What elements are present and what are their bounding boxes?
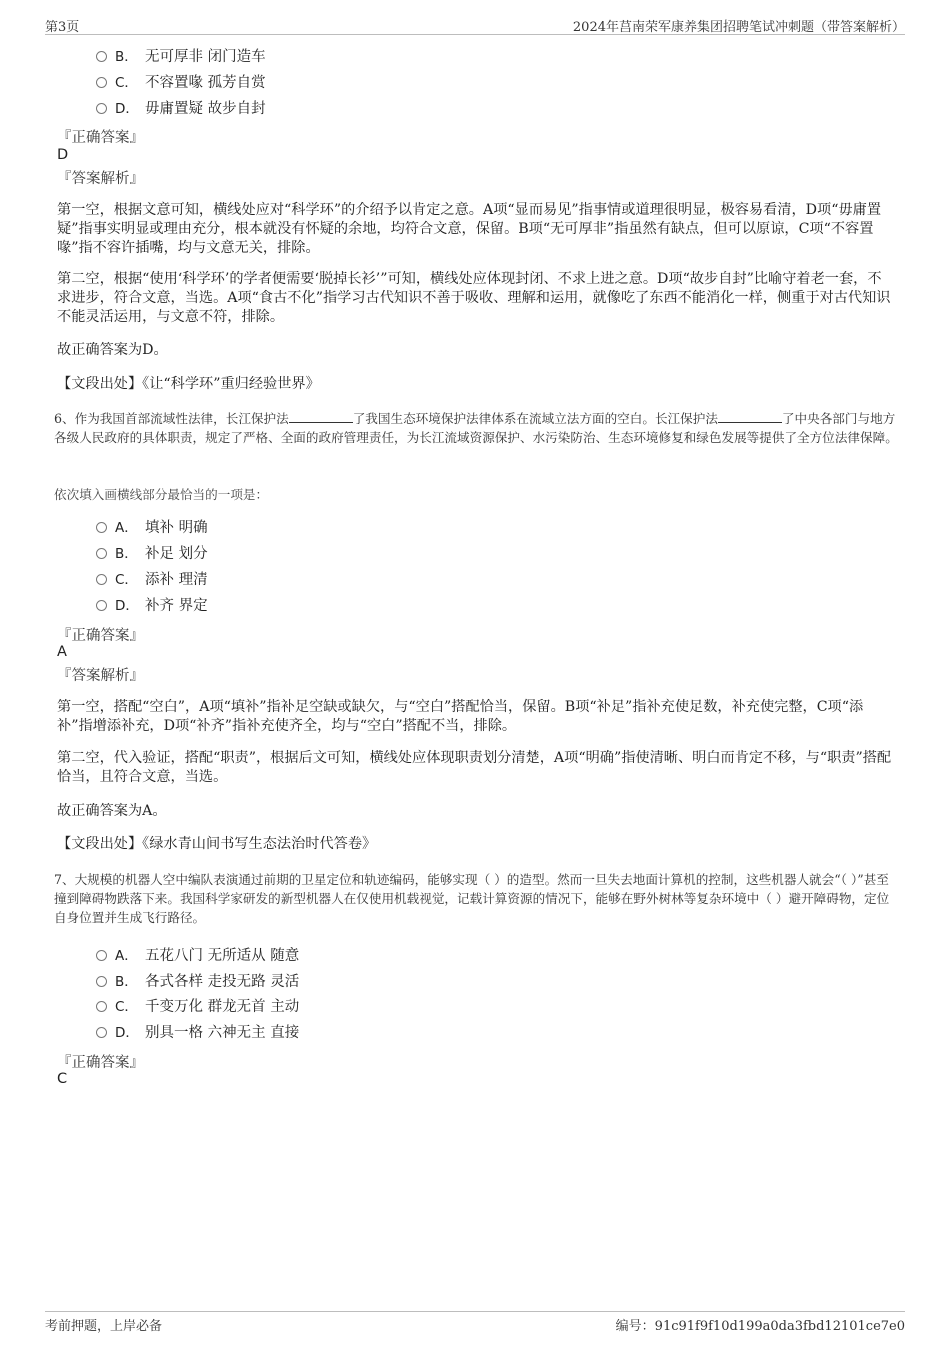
radio-icon[interactable] (96, 1001, 107, 1012)
document-title: 2024年莒南荣军康养集团招聘笔试冲刺题（带答案解析） (572, 20, 905, 35)
q5-analysis-label: 『答案解析』 (57, 171, 144, 187)
q5-analysis-conclusion: 故正确答案为D。 (57, 342, 168, 358)
radio-icon[interactable] (96, 548, 107, 559)
q5-source: 【文段出处】《让“科学环”重归经验世界》 (57, 376, 320, 392)
radio-icon[interactable] (96, 77, 107, 88)
q6-source: 【文段出处】《绿水青山间书写生态法治时代答卷》 (57, 836, 377, 852)
q6-option-a[interactable]: A． 填补 明确 (96, 518, 208, 538)
q6-option-d[interactable]: D． 补齐 界定 (96, 596, 208, 616)
q7-question-text: 7、大规模的机器人空中编队表演通过前期的卫星定位和轨迹编码，能够实现（ ）的造型。然而一旦失去地面计算机的控制，这些机器人就会“（ ）”甚至撞到障碍物跌落下来。我国科学家研发的新型机器人在仅使用机载视觉，记载计算资源的情况下，能够在野外树林等复杂环境中（ ）避开障碍物，定位自身位置并生成飞行路径。 (54, 872, 890, 925)
document-id: 编号：91c91f9f10d199a0da3fbd12101ce7e0 (615, 1319, 905, 1334)
q6-analysis-conclusion: 故正确答案为A。 (57, 803, 167, 819)
page-header (45, 14, 905, 35)
q5-analysis-paragraph-1: 第一空，根据文意可知，横线处应对“科学环”的介绍予以肯定之意。A项“显而易见”指事情或道理很明显，极容易看清，D项“毋庸置疑”指事实明显或理由充分，根本就没有怀疑的余地，均符合文意，保留。B项“无可厚非”指虽然有缺点，但可以原谅，C项“不容置喙”指不容许插嘴，均与文意无关，排除。 (57, 202, 882, 256)
q5-option-d[interactable]: D． 毋庸置疑 故步自封 (96, 99, 266, 119)
q5-option-b[interactable]: B． 无可厚非 闭门造车 (96, 47, 266, 67)
q6-option-b[interactable]: B． 补足 划分 (96, 544, 208, 564)
q7-option-b[interactable]: B． 各式各样 走投无路 灵活 (96, 972, 299, 992)
q6-answer-label: 『正确答案』 (57, 628, 144, 644)
q7-option-c[interactable]: C． 千变万化 群龙无首 主动 (96, 997, 299, 1017)
q6-instruction: 依次填入画横线部分最恰当的一项是： (54, 487, 269, 502)
q6-question-text: 6、作为我国首部流域性法律，长江保护法 了我国生态环境保护法律体系在流域立法方面的空白。长江保护法 了中央各部门与地方各级人民政府的具体职责，规定了严格、全面的政府管理责任，为长江流域资源保护、水污染防治、生态环境修复和绿色发展等提供了全方位法律保障。 (54, 411, 898, 445)
radio-icon[interactable] (96, 976, 107, 987)
q6-analysis-label: 『答案解析』 (57, 668, 144, 684)
q7-answer-label: 『正确答案』 (57, 1055, 144, 1071)
radio-icon[interactable] (96, 950, 107, 961)
q6-option-c[interactable]: C． 添补 理清 (96, 570, 208, 590)
radio-icon[interactable] (96, 522, 107, 533)
radio-icon[interactable] (96, 51, 107, 62)
radio-icon[interactable] (96, 574, 107, 585)
q6-analysis-paragraph-1: 第一空，搭配“空白”，A项“填补”指补足空缺或缺欠，与“空白”搭配恰当，保留。B项“补足”指补充使足数，补充使完整，C项“添补”指增添补充，D项“补齐”指补充使齐全，均与“空白”搭配不当，排除。 (57, 699, 864, 734)
q6-analysis-paragraph-2: 第二空，代入验证，搭配“职责”，根据后文可知，横线处应体现职责划分清楚，A项“明确”指使清晰、明白而肯定不移，与“职责”搭配恰当，且符合文意，当选。 (57, 750, 892, 785)
q7-option-a[interactable]: A． 五花八门 无所适从 随意 (96, 946, 299, 966)
q5-option-c[interactable]: C． 不容置喙 孤芳自赏 (96, 73, 266, 93)
answer-blank-2 (718, 410, 782, 423)
q5-analysis-paragraph-2: 第二空，根据“使用‘科学环’的学者便需要‘脱掉长衫’”可知，横线处应体现封闭、不求上进之意。D项“故步自封”比喻守着老一套，不求进步，符合文意，当选。A项“食古不化”指学习古代知识不善于吸收、理解和运用，就像吃了东西不能消化一样，侧重于对古代知识不能灵活运用，与文意不符，排除。 (57, 271, 891, 325)
page-number: 第3页 (45, 20, 80, 35)
q7-answer: C (57, 1071, 68, 1087)
footer-slogan: 考前押题，上岸必备 (45, 1319, 163, 1334)
q5-answer-label: 『正确答案』 (57, 130, 144, 146)
answer-blank-1 (289, 410, 353, 423)
q6-answer: A (57, 644, 67, 660)
q5-answer: D (57, 147, 69, 163)
radio-icon[interactable] (96, 1027, 107, 1038)
page-footer (45, 1311, 905, 1332)
q7-option-d[interactable]: D． 别具一格 六神无主 直接 (96, 1023, 299, 1043)
radio-icon[interactable] (96, 103, 107, 114)
radio-icon[interactable] (96, 600, 107, 611)
